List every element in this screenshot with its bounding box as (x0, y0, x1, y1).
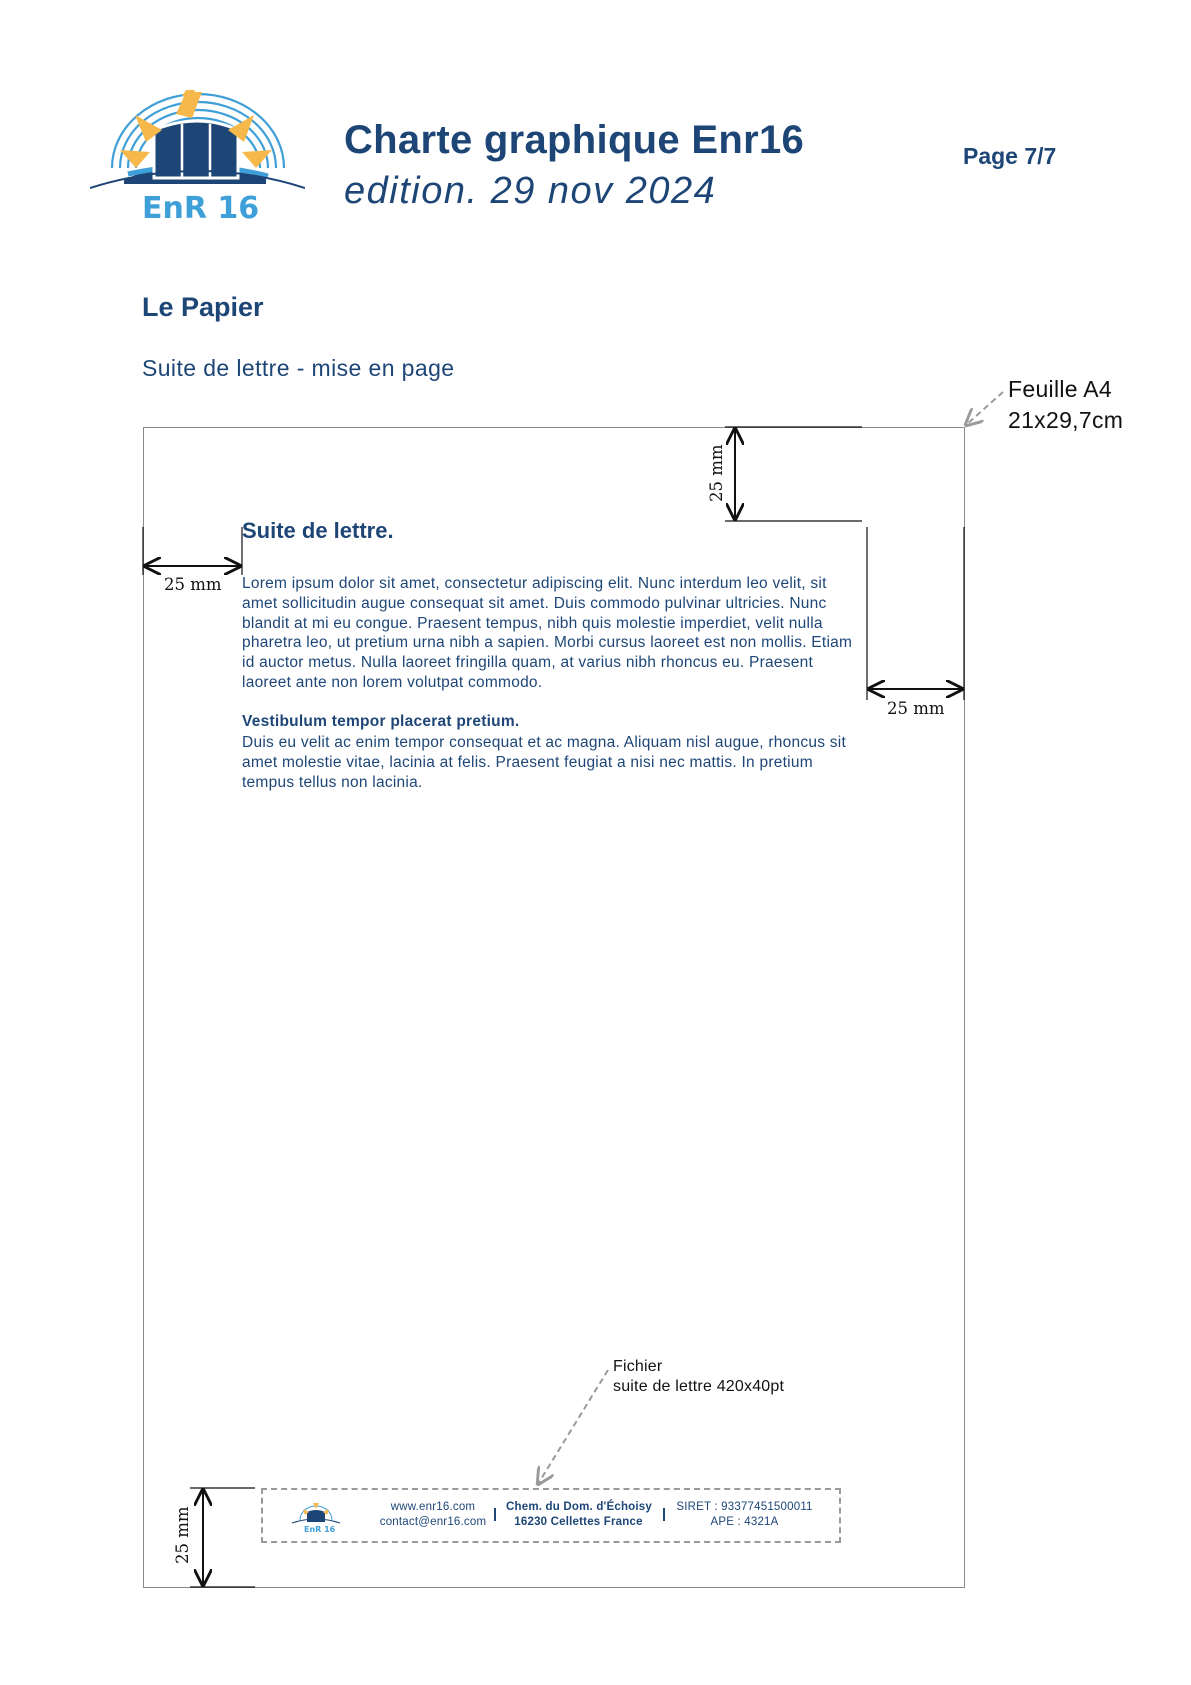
document-title: Charte graphique Enr16 (344, 118, 805, 162)
letter-title: Suite de lettre. (242, 518, 394, 543)
footer-annotation-line2: suite de lettre 420x40pt (613, 1378, 785, 1395)
footer-separator-2 (663, 1508, 665, 1521)
letter-paragraph-1: Lorem ipsum dolor sit amet, consectetur adipiscing elit. Nunc interdum leo velit, sit amet sollicitudin augue consequat sit amet. Duis commodo pulvinar ultricies. Nunc blandit at mi eu congue. Praesent tempus, nibh quis molestie imperdiet, velit nulla pharetra leo, ut pretium urna nibh a sapien. Morbi cursus laoreet est non mollis. Etiam id auctor metus. Nulla laoreet fringilla quam, at varius nibh rhoncus eu. Praesent laoreet ante non lorem volutpat commodo. (242, 575, 853, 691)
footer-address (506, 1500, 651, 1530)
sheet-label-line1: Feuille A4 (1008, 376, 1113, 402)
bottom-margin-label: 25 mm (173, 1506, 192, 1564)
sheet-label-line2: 21x29,7cm (1008, 407, 1124, 433)
letter-subheading: Vestibulum tempor placerat pretium. (242, 713, 520, 730)
footer-file-annotation (613, 1357, 784, 1397)
top-margin-label: 25 mm (707, 444, 726, 502)
footer-email: contact@enr16.com (379, 1516, 487, 1528)
footer-legal (672, 1500, 817, 1530)
left-margin-dimension (143, 527, 242, 575)
footer-ape: APE : 4321A (710, 1516, 779, 1528)
footer-separator-1 (494, 1508, 496, 1521)
footer-siret: SIRET : 93377451500011 (676, 1501, 813, 1513)
logo-wordmark: EnR 16 (142, 191, 260, 226)
letter-paragraph-2: Duis eu velit ac enim tempor consequat et ac magna. Aliquam nisl augue, rhoncus sit amet molestie vitae, lacinia at felis. Praesent feugiat a nisi nec mattis. In pretium tempus tellus non lacinia. (242, 734, 847, 791)
sheet-label-pointer (966, 392, 1003, 425)
document-edition: edition. 29 nov 2024 (344, 170, 717, 212)
footer-address-line1: Chem. du Dom. d'Échoisy (506, 1501, 652, 1513)
right-margin-dimension (867, 527, 964, 700)
section-subtitle: Suite de lettre - mise en page (142, 355, 455, 381)
footer-file-pointer (538, 1370, 608, 1484)
footer-logo-wordmark: EnR 16 (304, 1525, 336, 1534)
right-margin-label: 25 mm (887, 699, 945, 718)
section-title: Le Papier (142, 292, 264, 322)
footer-address-line2: 16230 Cellettes France (514, 1516, 643, 1528)
bottom-margin-dimension (190, 1488, 255, 1587)
top-margin-dimension (725, 427, 862, 521)
footer-logo (290, 1500, 342, 1534)
footer-contact (368, 1500, 498, 1530)
footer-web: www.enr16.com (390, 1501, 476, 1513)
page-number: Page 7/7 (963, 143, 1057, 169)
left-margin-label: 25 mm (164, 575, 222, 594)
footer-annotation-line1: Fichier (613, 1358, 663, 1375)
